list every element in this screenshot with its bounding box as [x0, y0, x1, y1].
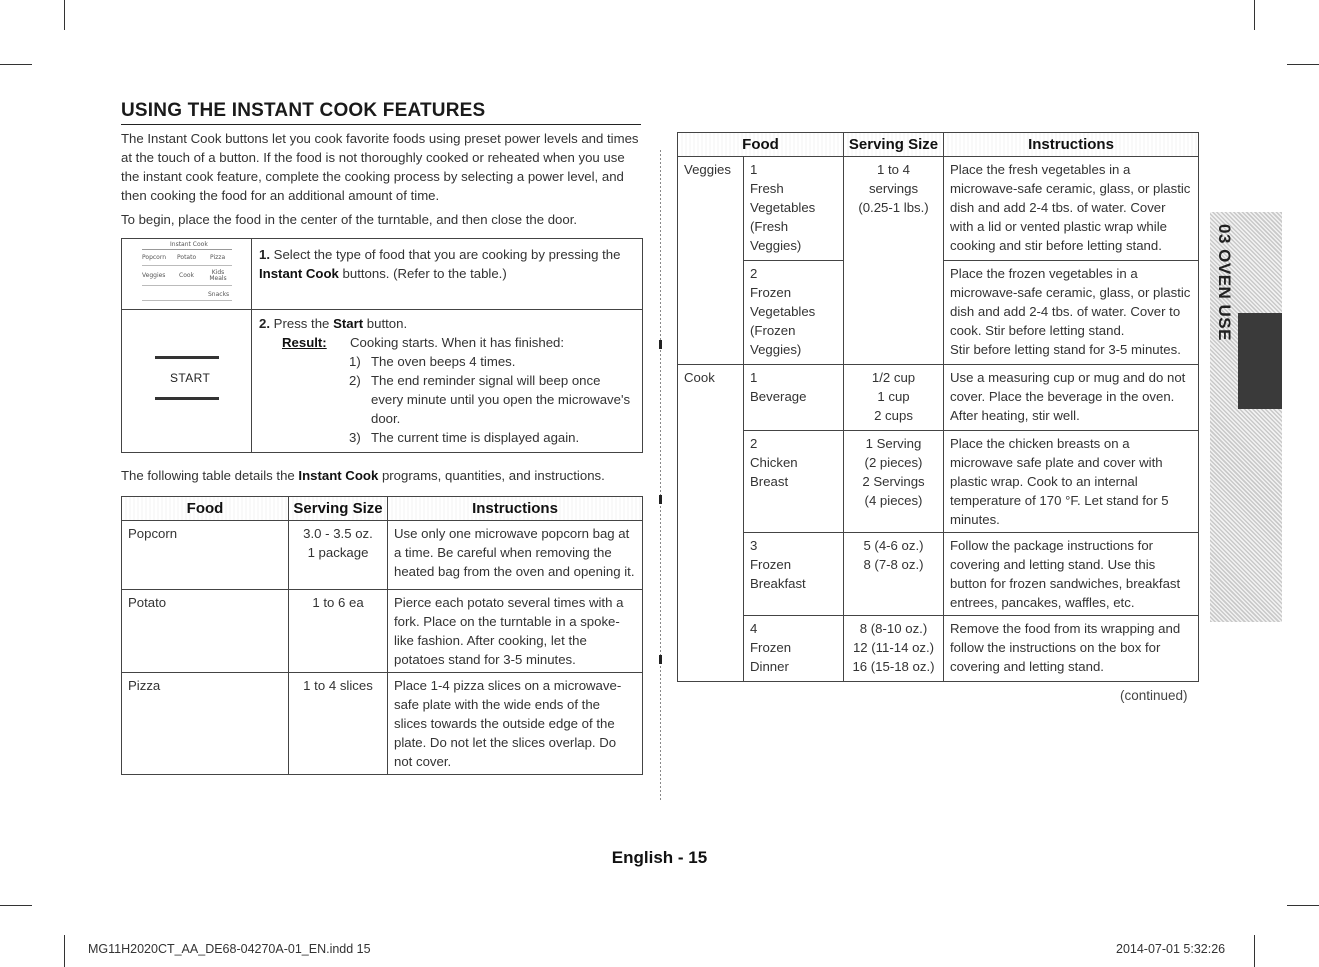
panel-button-potato: Potato — [177, 254, 197, 261]
panel-button-snacks: Snacks — [208, 291, 230, 298]
side-tab-label: 03 OVEN USE — [1215, 224, 1234, 341]
food-cell: 2 Chicken Breast — [744, 431, 844, 533]
table-row — [678, 533, 1199, 616]
intro-paragraph: The Instant Cook buttons let you cook favorite foods using preset power levels and times at the touch of a button. If the food is not thoroughly cooked or reheated when you use the instant cook feature, complete the cooking process by selecting a power level, and then cooking the food for an additional amount of time. — [121, 131, 639, 203]
crop-mark — [1287, 905, 1319, 906]
food-cell: 4 Frozen Dinner — [744, 616, 844, 682]
divider — [251, 239, 252, 452]
step-bold: Start — [333, 316, 364, 331]
food-cell: 1 Fresh Vegetables (Fresh Veggies) — [744, 157, 844, 261]
instructions-cell: Use a measuring cup or mug and do not cover. Place the beverage in the oven. After heating, stir well. — [944, 365, 1199, 431]
tab-marker — [1238, 313, 1282, 409]
table-intro — [121, 466, 641, 485]
step-1 — [259, 245, 634, 283]
start-bar-bottom — [155, 397, 219, 400]
panel-rule — [142, 249, 232, 250]
steps-box — [121, 238, 643, 453]
result-item-text: The end reminder signal will beep once every minute until you open the microwave's door. — [371, 373, 631, 426]
step-text: buttons. (Refer to the table.) — [342, 266, 507, 281]
panel-button-popcorn: Popcorn — [142, 254, 167, 261]
table-row — [122, 590, 643, 673]
table-row — [678, 431, 1199, 533]
step-number: 2. — [259, 316, 270, 331]
crop-mark — [0, 64, 32, 65]
instant-cook-panel-illustration — [122, 239, 251, 309]
panel-rule — [142, 265, 232, 266]
result-text: Cooking starts. When it has finished: — [350, 335, 565, 350]
instructions-cell: Pierce each potato several times with a fork. Place on the turntable in a spoke-like fashion. After cooking, let the potatoes stand for 3-5 minutes. — [388, 590, 643, 673]
serving-cell: 1 to 4 servings (0.25-1 lbs.) — [844, 157, 944, 365]
panel-header-label: Instant Cook — [170, 241, 208, 248]
section-side-tab — [1210, 212, 1282, 622]
instructions-cell: Place the chicken breasts on a microwave safe plate and cover with plastic wrap. Cook to an internal temperature of 170 °F. Let stand for 5 minutes. — [944, 431, 1199, 533]
serving-cell: 5 (4-6 oz.) 8 (7-8 oz.) — [844, 533, 944, 616]
step-text: Select the type of food that you are cooking by pressing the — [273, 247, 621, 262]
step-text: Press the — [273, 316, 330, 331]
result-item-text: The current time is displayed again. — [371, 430, 580, 445]
table-row — [122, 521, 643, 590]
food-cell: Pizza — [122, 673, 289, 775]
food-cell: 1 Beverage — [744, 365, 844, 431]
page-title: USING THE INSTANT COOK FEATURES — [121, 100, 641, 125]
crop-mark — [1287, 64, 1319, 65]
table-row — [678, 157, 1199, 261]
result-item-text: The oven beeps 4 times. — [371, 354, 516, 369]
result-label: Result: — [282, 335, 327, 350]
serving-cell: 1 to 6 ea — [289, 590, 388, 673]
panel-button-cook: Cook — [179, 272, 195, 279]
continued-note: (continued) — [1120, 688, 1188, 703]
panel-button-kids-meals: Kids Meals — [209, 269, 227, 282]
group-cell-cook: Cook — [678, 365, 744, 682]
header-food: Food — [678, 133, 844, 157]
result-item-number: 3) — [349, 430, 361, 445]
binding-mark — [659, 340, 662, 349]
table-intro-bold: Instant Cook — [298, 468, 379, 483]
serving-cell: 3.0 - 3.5 oz. 1 package — [289, 521, 388, 590]
start-button-illustration: START — [170, 371, 211, 385]
instant-cook-table-right — [677, 132, 1199, 682]
result-item-number: 2) — [349, 373, 361, 388]
food-cell: Popcorn — [122, 521, 289, 590]
serving-cell: 1 Serving (2 pieces) 2 Servings (4 pieces) — [844, 431, 944, 533]
crop-mark — [1254, 935, 1255, 967]
start-bar-top — [155, 356, 219, 359]
crop-mark — [0, 905, 32, 906]
instructions-cell: Place the fresh vegetables in a microwave-safe ceramic, glass, or plastic dish and add 2-4 tbs. of water. Cover with a lid or vented plastic wrap while cooking and stir before letting stand. — [944, 157, 1199, 261]
crop-mark — [64, 0, 65, 30]
serving-cell: 8 (8-10 oz.) 12 (11-14 oz.) 16 (15-18 oz.) — [844, 616, 944, 682]
header-serving-size: Serving Size — [289, 497, 388, 521]
table-intro-text: The following table details the — [121, 468, 295, 483]
instant-cook-table-left — [121, 496, 643, 775]
instructions-cell: Place the frozen vegetables in a microwave-safe ceramic, glass, or plastic dish and add 2-4 tbs. of water. Cover to cook. Stir before letting stand. Stir before letting stand for 3-5 minutes. — [944, 261, 1199, 365]
group-cell-veggies: Veggies — [678, 157, 744, 365]
panel-rule — [142, 285, 232, 286]
step-2 — [259, 314, 634, 333]
step-bold: Instant Cook — [259, 266, 339, 281]
table-row — [678, 365, 1199, 431]
tab-label-wrap — [1210, 224, 1238, 341]
panel-button-pizza: Pizza — [210, 254, 226, 261]
begin-paragraph: To begin, place the food in the center of the turntable, and then close the door. — [121, 212, 578, 227]
serving-cell: 1 to 4 slices — [289, 673, 388, 775]
table-row — [678, 616, 1199, 682]
result-item-number: 1) — [349, 354, 361, 369]
header-food: Food — [122, 497, 289, 521]
binding-mark — [659, 655, 662, 664]
food-cell: 3 Frozen Breakfast — [744, 533, 844, 616]
step-number: 1. — [259, 247, 270, 262]
instructions-cell: Remove the food from its wrapping and follow the instructions on the box for covering and letting stand. — [944, 616, 1199, 682]
serving-cell: 1/2 cup 1 cup 2 cups — [844, 365, 944, 431]
header-serving-size: Serving Size — [844, 133, 944, 157]
table-intro-text: programs, quantities, and instructions. — [381, 468, 605, 483]
panel-rule — [142, 300, 232, 301]
binding-mark — [659, 495, 662, 504]
divider — [122, 309, 642, 310]
header-instructions: Instructions — [388, 497, 643, 521]
food-cell: Potato — [122, 590, 289, 673]
table-row — [122, 673, 643, 775]
gutter-line — [660, 150, 661, 800]
page-number: English - 15 — [611, 848, 708, 867]
instructions-cell: Follow the package instructions for covering and letting stand. Use this button for frozen sandwiches, breakfast entrees, pancakes, waffles, etc. — [944, 533, 1199, 616]
crop-mark — [64, 935, 65, 967]
date-slug: 2014-07-01 5:32:26 — [1116, 942, 1226, 956]
instructions-cell: Place 1-4 pizza slices on a microwave-safe plate with the wide ends of the slices towards the outside edge of the plate. Do not let the slices overlap. Do not cover. — [388, 673, 643, 775]
food-cell: 2 Frozen Vegetables (Frozen Veggies) — [744, 261, 844, 365]
file-slug: MG11H2020CT_AA_DE68-04270A-01_EN.indd 15 — [88, 942, 371, 956]
step-text: button. — [366, 316, 408, 331]
crop-mark — [1254, 0, 1255, 30]
header-instructions: Instructions — [944, 133, 1199, 157]
panel-button-veggies: Veggies — [142, 272, 166, 279]
instructions-cell: Use only one microwave popcorn bag at a time. Be careful when removing the heated bag from the oven and opening it. — [388, 521, 643, 590]
